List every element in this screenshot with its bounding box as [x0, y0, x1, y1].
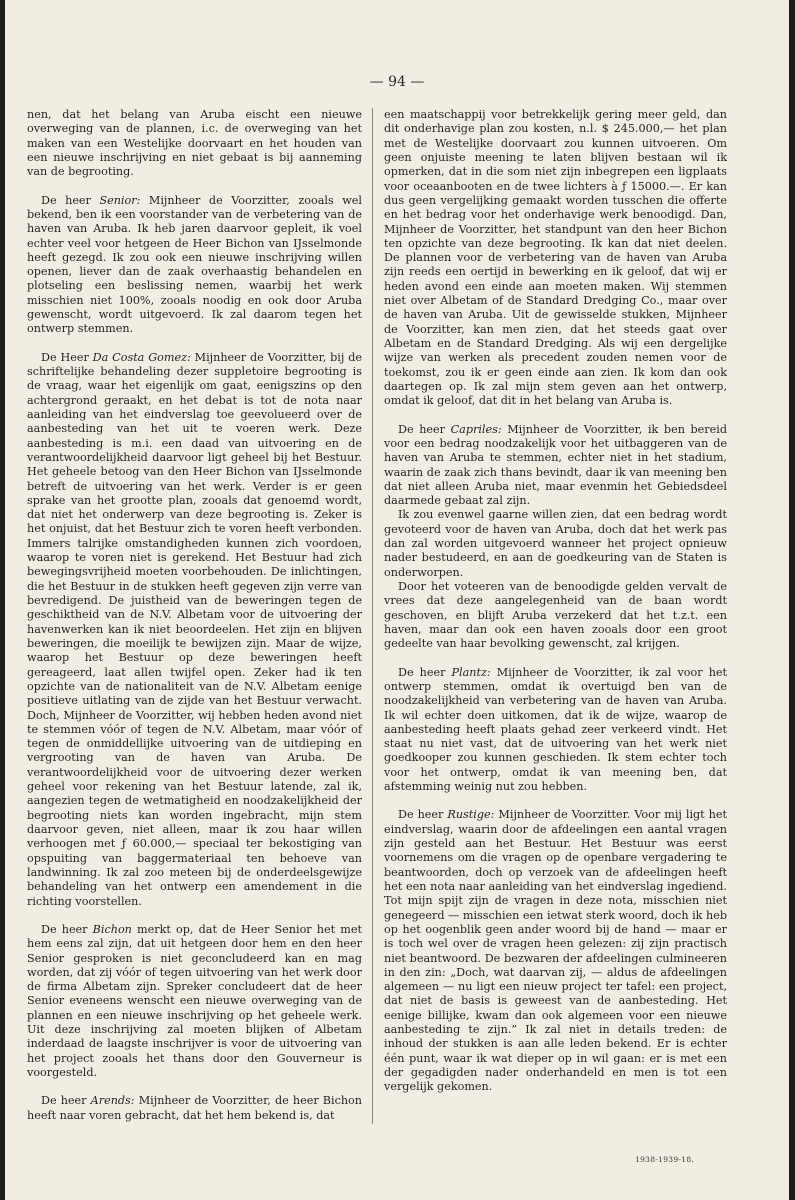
- paragraph: Door het voteeren van de benoodigde gelden vervalt de vrees dat deze aangelegenheid van de baan wordt geschoven, en blijft Aruba verzekerd dat het t.z.t. een haven, maar dan ook een haven zooals door een groot gedeelte van haar bevolking gewenscht, zal krijgen.: [384, 580, 727, 651]
- speaker-prefix: De heer: [41, 922, 93, 936]
- speech-text: Mijnheer de Voorzitter, de heer Bichon heeft naar voren gebracht, dat het hem bekend is, dat: [27, 1094, 363, 1122]
- paragraph: een maatschappij voor betrekkelijk gering meer geld, dan dit onderhavige plan zou kosten, n.l. $ 245.000,— het plan met de Westelijke doorvaart zou kunnen uitvoeren. Om geen onjuiste meening te laten blijven bestaan wil ik opmerken, dat in die som niet zijn inbegrepen een ligplaats voor oceaanbooten en de twee lichters à ƒ 15000.—. Er kan dus geen vergelijking gemaakt worden tusschen die offerte en het bedrag voor het onderhavige werk benoodigd. Dan, Mijnheer de Voorzitter, het standpunt van den heer Bichon ten opzichte van deze begrooting. Ik kan dat niet deelen. De plannen voor de verbetering van de haven van Aruba zijn reeds een oertijd in bewerking en ik geloof, dat wij er heden avond een einde aan moeten maken. Wij stemmen niet over Albetam of de Standard Dredging Co., maar over de haven van Aruba. Uit de gewisselde stukken, Mijnheer de Voorzitter, kan men zien, dat het steeds gaat over Albetam en de Standard Dredging. Als wij een dergelijke wijze van werken als precedent zouden nemen voor de toekomst, zou ik er geen einde aan zien. Ik kom dan ook daartegen op. Ik zal mijn stem geven aan het ontwerp, omdat ik geloof, dat dit in het belang van Aruba is.: [384, 108, 727, 408]
- speech-arends: [27, 1094, 362, 1123]
- speaker-name: Capriles:: [450, 422, 502, 436]
- speaker-name: Rustige:: [447, 808, 495, 822]
- speaker-prefix: De heer: [41, 193, 100, 207]
- speaker-name: Arends:: [90, 1094, 135, 1108]
- speaker-name: Da Costa Gomez:: [92, 350, 191, 364]
- speech-text: merkt op, dat de Heer Senior het met hem eens zal zijn, dat uit hetgeen door hem en den heer Senior gesproken is niet geconcludeerd kan en mag worden, dat zij vóór of tegen uitvoering van het werk door de firma Albetam zijn. Spreker concludeert dat de heer Senior eveneens wenscht een nieuwe overweging van de plannen en een nieuwe inschrijving op het geheele werk. Uit deze inschrijving zal moeten blijken of Albetam inderdaad de laagste inschrijver is voor de uitvoering van het project zooals het thans door den Gouverneur is voorgesteld.: [27, 922, 362, 1079]
- speech-rustige: [384, 808, 727, 1094]
- left-column: [27, 108, 362, 1123]
- speaker-prefix: De heer: [398, 422, 451, 436]
- speaker-prefix: De Heer: [41, 350, 93, 364]
- speech-text: Mijnheer de Voorzitter, bij de schriftelijke behandeling dezer suppletoire begrooting is de vraag, waar het eigenlijk om gaat, eenigszins op den achtergrond geraakt, en het debat is tot de nota naar aanleiding van het eindverslag toe geevolueerd over de aanbesteding van het uit te voeren werk. Deze aanbesteding is m.i. een daad van uitvoering en de verantwoordelijkheid daarvoor ligt geheel bij het Bestuur. Het geheele betoog van den Heer Bichon van IJsselmonde betreft de uitvoering van het werk. Verder is er geen sprake van het grootte plan, zooals dat genoemd wordt, dat niet het onderwerp van deze begrooting is. Zeker is het onjuist, dat het Bestuur zich te voren heeft verbonden. Immers talrijke omstandigheden kunnen zich voordoen, waarop te voren niet is gerekend. Het Bestuur had zich bewegingsvrijheid moeten voorbehouden. De inlichtingen, die het Bestuur in de stukken heeft gegeven zijn verre van bevredigend. De juistheid van de beweringen tegen de geschiktheid van de N.V. Albetam voor de uitvoering der havenwerken kan ik niet beoordeelen. Het zijn en blijven beweringen, die moeilijk te bewijzen zijn. Maar de wijze, waarop het Bestuur op deze beweringen heeft gereageerd, laat allen twijfel open. Zeker had ik ten opzichte van de nationaliteit van de N.V. Albetam eenige positieve uitlating van de zijde van het Bestuur verwacht. Doch, Mijnheer de Voorzitter, wij hebben heden avond niet te stemmen vóór of tegen de N.V. Albetam, maar vóór of tegen de onmiddellijke uitvoering van de uitdieping en vergrooting van de haven van Aruba. De verantwoordelijkheid voor de uitvoering dezer werken geheel voor rekening van het Bestuur latende, zal ik, aangezien tegen de wetmatigheid en noodzakelijkheid der begrooting niets kan worden ingebracht, mijn stem daarvoor geven, niet alleen, maar ik zou haar willen verhoogen met ƒ 60.000,— speciaal ter bekostiging van opspuiting van baggermateriaal ten behoeve van landwinning. Ik zal zoo meteen bij de onderdeelsgewijze behandeling van het ontwerp een amendement in die richting voorstellen.: [27, 350, 362, 908]
- speaker-name: Plantz:: [451, 665, 491, 679]
- footer-mark: 1938-1939-18.: [635, 1155, 695, 1164]
- page-number: — 94 —: [369, 74, 425, 90]
- speech-da-costa-gomez: [27, 351, 362, 909]
- speaker-prefix: De heer: [398, 665, 452, 679]
- speaker-name: Senior:: [99, 193, 141, 207]
- document-page: [5, 0, 789, 1200]
- speech-text: Mijnheer de Voorzitter. Voor mij ligt het eindverslag, waarin door de afdeelingen een aantal vragen zijn gesteld aan het Bestuur. Het Bestuur was eerst voornemens om die vragen op de openbare vergadering te beantwoorden, doch op verzoek van de afdeelingen heeft het een nota naar aanleiding van het eindverslag ingediend. Tot mijn spijt zijn de vragen in deze nota, misschien niet genegeerd — misschien een ietwat sterk woord, doch ik heb op het oogenblik geen ander woord bij de hand — maar er is toch wel over de vragen heen gelezen: zij zijn practisch niet beantwoord. De bezwaren der afdeelingen culmineeren in den zin: „Doch, wat daarvan zij, — aldus de afdeelingen algemeen — nu ligt een nieuw project ter tafel: een project, dat niet de basis is geweest van de aanbesteding. Het eenige billijke, kwam dan ook algemeen voor een nieuwe aanbesteding te zijn.” Ik zal niet in details treden: de inhoud der stukken is aan alle leden bekend. Er is echter één punt, waar ik wat dieper op in wil gaan: er is met een der gegadigden nader onderhandeld en men is tot een vergelijk gekomen.: [384, 808, 728, 1094]
- speech-text: Mijnheer de Voorzitter, ik ben bereid voor een bedrag noodzakelijk voor het uitbaggeren van de haven van Aruba te stemmen, echter niet in het stadium, waarin de zaak zich thans bevindt, daar ik van meening ben dat niet alleen Aruba niet, maar evenmin het Gebiedsdeel daarmede gebaat zal zijn.: [384, 422, 727, 508]
- speech-text: Mijnheer de Voorzitter, ik zal voor het ontwerp stemmen, omdat ik overtuigd ben van de noodzakelijkheid van verbetering van de haven van Aruba. Ik wil echter doen uitkomen, dat ik de wijze, waarop de aanbesteding heeft plaats gehad zeer verkeerd vindt. Het staat nu niet vast, dat de uitvoering van het werk niet goedkooper zou kunnen geschieden. Ik stem echter toch voor het ontwerp, omdat ik van meening ben, dat afstemming weinig nut zou hebben.: [384, 665, 728, 794]
- speech-text: Mijnheer de Voorzitter, zooals wel bekend, ben ik een voorstander van de verbetering van de haven van Aruba. Ik heb jaren daarvoor gepleit, ik voel echter veel voor hetgeen de Heer Bichon van IJsselmonde heeft gezegd. Ik zou ook een nieuwe inschrijving willen openen, liever dan de zaak overhaastig behandelen en plotseling een beslissing nemen, waarbij het werk misschien niet 100%, zooals noodig en ook door Aruba gewenscht, wordt uitgevoerd. Ik zal daarom tegen het ontwerp stemmen.: [27, 193, 363, 336]
- speech-senior: [27, 194, 362, 337]
- speaker-name: Bichon: [92, 922, 132, 936]
- speech-bichon: [27, 923, 362, 1080]
- paragraph: nen, dat het belang van Aruba eischt een nieuwe overweging van de plannen, i.c. de overweging van het maken van een Westelijke doorvaart en het houden van een nieuwe inschrijving en niet gebaat is bij aanneming van de begrooting.: [27, 108, 362, 179]
- speaker-prefix: De heer: [398, 808, 448, 822]
- right-column: [384, 108, 727, 1095]
- column-divider: [372, 108, 373, 1124]
- speaker-prefix: De heer: [41, 1094, 91, 1108]
- speech-capriles: [384, 423, 727, 509]
- paragraph: Ik zou evenwel gaarne willen zien, dat een bedrag wordt gevoteerd voor de haven van Aruba, doch dat het werk pas dan zal worden uitgevoerd wanneer het project opnieuw nader bestudeerd, en aan de goedkeuring van de Staten is onderworpen.: [384, 508, 727, 579]
- speech-plantz: [384, 666, 727, 795]
